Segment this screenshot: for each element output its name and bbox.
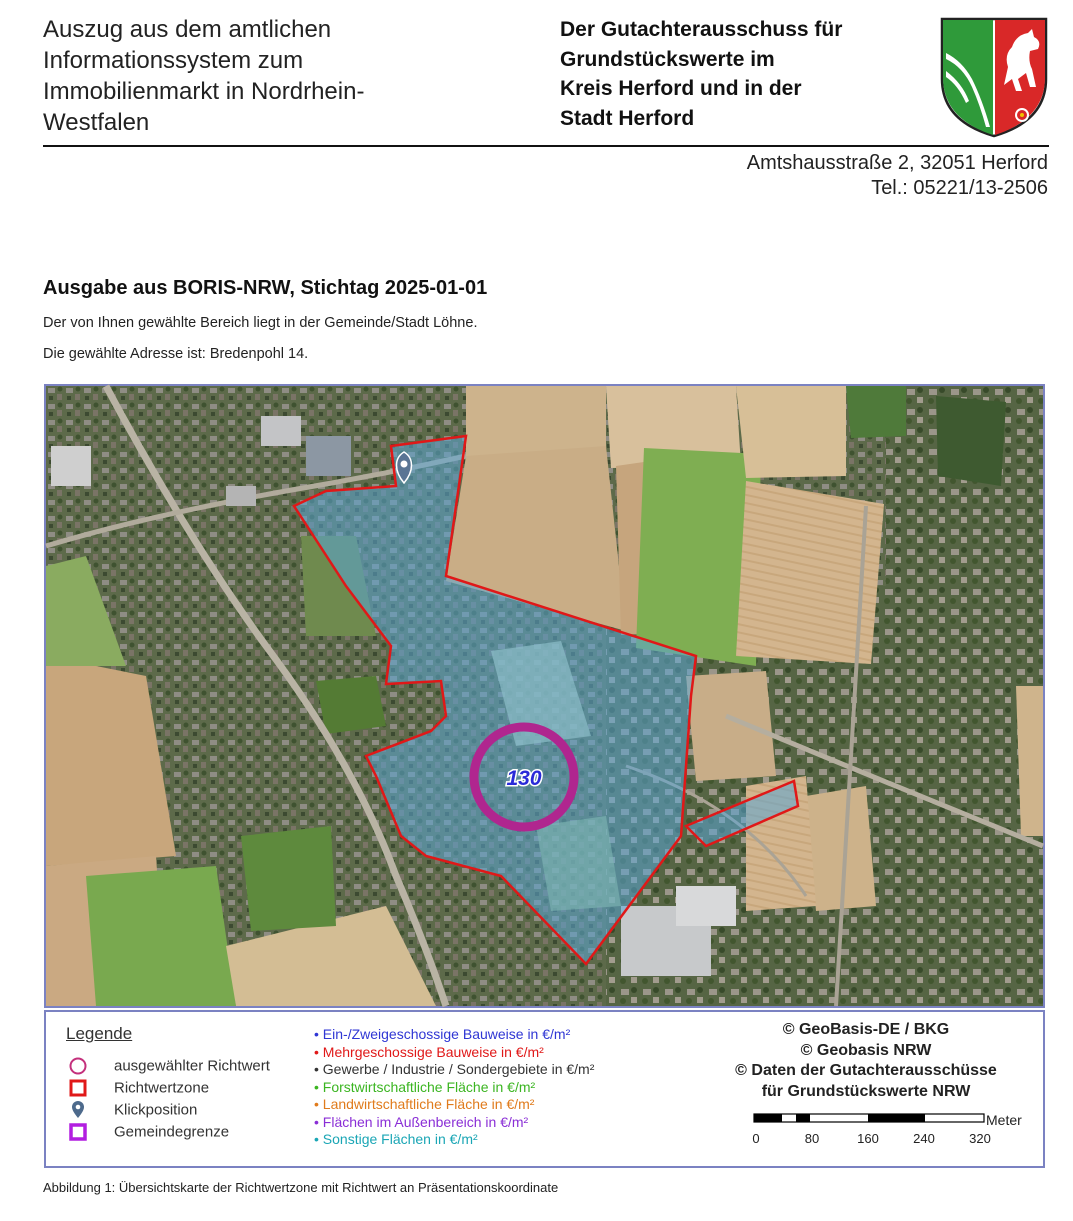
overview-map[interactable] — [44, 384, 1045, 1008]
richtwert-label: 130 — [506, 767, 542, 790]
square-outline-icon — [68, 1122, 88, 1142]
scale-unit: Meter — [986, 1112, 1022, 1128]
category-aussenbereich: • Flächen im Außenbereich in €/m² — [314, 1113, 529, 1130]
municipality-info: Der von Ihnen gewählte Bereich liegt in der Gemeinde/Stadt Löhne. — [43, 315, 478, 331]
scale-tick: 320 — [969, 1131, 991, 1146]
scale-tick: 160 — [857, 1131, 879, 1146]
authority-name-line: Grundstückswerte im — [560, 47, 775, 71]
figure-caption: Abbildung 1: Übersichtskarte der Richtwertzone mit Richtwert an Präsentationskoordinate — [43, 1180, 559, 1195]
section-title: Ausgabe aus BORIS-NRW, Stichtag 2025-01-01 — [43, 277, 488, 299]
legend-item-selected-richtwert: ausgewählter Richtwert — [68, 1056, 270, 1076]
authority-name-line: Der Gutachterausschuss für — [560, 18, 843, 41]
aerial-map[interactable] — [46, 386, 1043, 1006]
category-sonstige: • Sonstige Flächen in €/m² — [314, 1131, 478, 1147]
copyright-line: © GeoBasis-DE / BKG — [782, 1021, 950, 1038]
authority-name-line: Kreis Herford und in der — [560, 77, 802, 100]
copyright-line: © Daten der Gutachterausschüsse — [735, 1062, 997, 1079]
scale-bar — [752, 1112, 1022, 1156]
category-gewerbe: • Gewerbe / Industrie / Sondergebiete in €/m² — [314, 1061, 595, 1077]
circle-icon — [68, 1056, 88, 1076]
authority-name-line: Stadt Herford — [560, 106, 695, 130]
legend-item-gemeindegrenze: Gemeindegrenze — [68, 1122, 229, 1142]
authority-address — [747, 151, 1048, 201]
nrw-coat-of-arms-icon — [938, 15, 1050, 139]
copyright-line: © Geobasis NRW — [800, 1041, 932, 1059]
legend-item-klickposition: Klickposition — [68, 1100, 197, 1120]
publication-title-line: Informationssystem zum — [43, 47, 304, 74]
address-phone: Tel.: 05221/13-2506 — [871, 177, 1048, 199]
square-outline-icon — [68, 1078, 88, 1098]
legend-item-richtwertzone: Richtwertzone — [68, 1078, 209, 1098]
category-forstwirtschaft: • Forstwirtschaftliche Fläche in €/m² — [314, 1078, 536, 1095]
category-ein-zweigeschossig: • Ein-/Zweigeschossige Bauweise in €/m² — [314, 1026, 571, 1042]
address-street: Amtshausstraße 2, 32051 Herford — [746, 152, 1048, 174]
scale-tick: 80 — [804, 1131, 820, 1146]
map-pin-icon — [68, 1100, 88, 1120]
copyright-line: für Grundstückswerte NRW — [761, 1082, 971, 1100]
copyright-notice — [716, 1020, 1016, 1102]
scale-tick: 0 — [752, 1131, 760, 1146]
publication-title-line: Auszug aus dem amtlichen — [43, 16, 332, 43]
publication-title — [43, 14, 483, 138]
publication-title-line: Westfalen — [43, 109, 150, 136]
authority-name — [560, 15, 930, 133]
scale-tick: 240 — [913, 1131, 935, 1146]
publication-title-line: Immobilienmarkt in Nordrhein- — [43, 78, 365, 105]
map-legend — [44, 1010, 1045, 1168]
header-divider — [43, 145, 1049, 147]
category-mehrgeschossig: • Mehrgeschossige Bauweise in €/m² — [314, 1043, 544, 1060]
category-landwirtschaft: • Landwirtschaftliche Fläche in €/m² — [314, 1096, 535, 1112]
legend-title: Legende — [66, 1024, 133, 1043]
address-info: Die gewählte Adresse ist: Bredenpohl 14. — [43, 346, 309, 362]
